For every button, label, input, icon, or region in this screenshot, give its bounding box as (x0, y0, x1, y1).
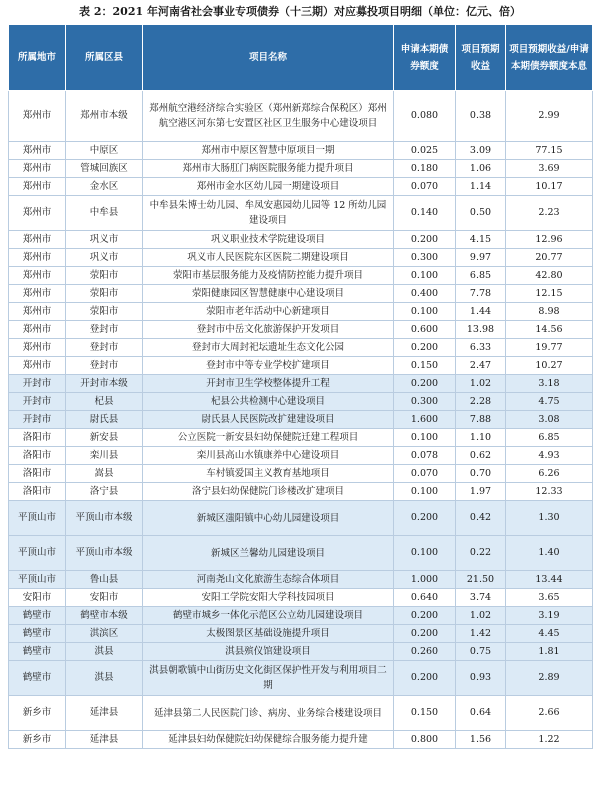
cell-city: 平顶山市 (9, 571, 66, 589)
cell-ratio: 20.77 (506, 249, 593, 267)
cell-revenue: 3.09 (456, 142, 506, 160)
cell-project: 新城区滍阳镇中心幼儿园建设项目 (143, 501, 394, 536)
cell-project: 延津县第二人民医院门诊、病房、业务综合楼建设项目 (143, 696, 394, 731)
cell-revenue: 1.42 (456, 625, 506, 643)
header-revenue: 项目预期收益 (456, 25, 506, 91)
table-row (9, 731, 593, 749)
cell-district: 尉氏县 (66, 411, 143, 429)
cell-district: 登封市 (66, 339, 143, 357)
cell-district: 栾川县 (66, 447, 143, 465)
cell-project: 巩义市人民医院东区医院二期建设项目 (143, 249, 394, 267)
cell-revenue: 1.02 (456, 607, 506, 625)
cell-city: 郑州市 (9, 142, 66, 160)
cell-amount: 0.100 (394, 429, 456, 447)
table-row (9, 91, 593, 142)
cell-district: 新安县 (66, 429, 143, 447)
cell-amount: 0.600 (394, 321, 456, 339)
cell-project: 洛宁县妇幼保健院门诊楼改扩建项目 (143, 483, 394, 501)
cell-ratio: 2.66 (506, 696, 593, 731)
cell-district: 荥阳市 (66, 285, 143, 303)
cell-amount: 0.070 (394, 178, 456, 196)
cell-amount: 1.600 (394, 411, 456, 429)
cell-amount: 0.180 (394, 160, 456, 178)
table-row (9, 249, 593, 267)
table-row (9, 231, 593, 249)
table-row (9, 429, 593, 447)
cell-amount: 0.300 (394, 393, 456, 411)
cell-ratio: 4.75 (506, 393, 593, 411)
cell-amount: 1.000 (394, 571, 456, 589)
cell-revenue: 21.50 (456, 571, 506, 589)
cell-ratio: 77.15 (506, 142, 593, 160)
table-row (9, 357, 593, 375)
cell-district: 杞县 (66, 393, 143, 411)
cell-city: 新乡市 (9, 731, 66, 749)
cell-ratio: 12.96 (506, 231, 593, 249)
table-row (9, 571, 593, 589)
cell-project: 登封市大周封祀坛遗址生态文化公园 (143, 339, 394, 357)
cell-city: 郑州市 (9, 231, 66, 249)
cell-ratio: 3.18 (506, 375, 593, 393)
table-row (9, 196, 593, 231)
table-row (9, 303, 593, 321)
table-body (9, 91, 593, 749)
cell-project: 登封市中岳文化旅游保护开发项目 (143, 321, 394, 339)
cell-district: 鲁山县 (66, 571, 143, 589)
cell-city: 郑州市 (9, 285, 66, 303)
cell-ratio: 12.15 (506, 285, 593, 303)
cell-revenue: 1.44 (456, 303, 506, 321)
header-district: 所属区县 (66, 25, 143, 91)
cell-city: 开封市 (9, 393, 66, 411)
cell-city: 开封市 (9, 375, 66, 393)
cell-district: 巩义市 (66, 231, 143, 249)
cell-amount: 0.200 (394, 375, 456, 393)
cell-district: 安阳市 (66, 589, 143, 607)
cell-ratio: 14.56 (506, 321, 593, 339)
cell-project: 鹤壁市城乡一体化示范区公立幼儿园建设项目 (143, 607, 394, 625)
table-row (9, 607, 593, 625)
cell-district: 洛宁县 (66, 483, 143, 501)
cell-ratio: 19.77 (506, 339, 593, 357)
cell-project: 河南尧山文化旅游生态综合体项目 (143, 571, 394, 589)
cell-city: 洛阳市 (9, 429, 66, 447)
cell-project: 荥阳健康园区智慧健康中心建设项目 (143, 285, 394, 303)
cell-revenue: 1.10 (456, 429, 506, 447)
cell-ratio: 2.99 (506, 91, 593, 142)
cell-city: 郑州市 (9, 321, 66, 339)
table-row (9, 536, 593, 571)
cell-amount: 0.640 (394, 589, 456, 607)
cell-ratio: 42.80 (506, 267, 593, 285)
cell-amount: 0.400 (394, 285, 456, 303)
cell-amount: 0.150 (394, 357, 456, 375)
cell-revenue: 1.02 (456, 375, 506, 393)
cell-district: 嵩县 (66, 465, 143, 483)
cell-ratio: 3.08 (506, 411, 593, 429)
cell-revenue: 1.14 (456, 178, 506, 196)
cell-city: 鹤壁市 (9, 607, 66, 625)
cell-revenue: 0.75 (456, 643, 506, 661)
cell-district: 淇县 (66, 643, 143, 661)
cell-ratio: 4.45 (506, 625, 593, 643)
cell-district: 延津县 (66, 731, 143, 749)
cell-revenue: 1.56 (456, 731, 506, 749)
cell-city: 郑州市 (9, 160, 66, 178)
cell-district: 巩义市 (66, 249, 143, 267)
cell-city: 平顶山市 (9, 501, 66, 536)
cell-ratio: 1.81 (506, 643, 593, 661)
cell-district: 平顶山市本级 (66, 501, 143, 536)
cell-city: 郑州市 (9, 91, 66, 142)
cell-ratio: 3.69 (506, 160, 593, 178)
cell-revenue: 7.88 (456, 411, 506, 429)
table-caption: 表 2：2021 年河南省社会事业专项债券（十三期）对应募投项目明细（单位：亿元、倍） (79, 5, 521, 18)
cell-project: 淇县殡仪馆建设项目 (143, 643, 394, 661)
cell-revenue: 0.38 (456, 91, 506, 142)
cell-district: 淇滨区 (66, 625, 143, 643)
table-row (9, 321, 593, 339)
cell-revenue: 0.42 (456, 501, 506, 536)
table-row (9, 267, 593, 285)
cell-revenue: 2.28 (456, 393, 506, 411)
cell-district: 平顶山市本级 (66, 536, 143, 571)
cell-amount: 0.078 (394, 447, 456, 465)
cell-ratio: 3.65 (506, 589, 593, 607)
cell-revenue: 0.70 (456, 465, 506, 483)
table-row (9, 465, 593, 483)
cell-revenue: 2.47 (456, 357, 506, 375)
cell-project: 荥阳市基层服务能力及疫情防控能力提升项目 (143, 267, 394, 285)
table-row (9, 142, 593, 160)
cell-district: 鹤壁市本级 (66, 607, 143, 625)
cell-amount: 0.025 (394, 142, 456, 160)
cell-project: 郑州市中原区智慧中原项目一期 (143, 142, 394, 160)
cell-district: 登封市 (66, 321, 143, 339)
cell-revenue: 6.85 (456, 267, 506, 285)
table-row (9, 447, 593, 465)
cell-amount: 0.070 (394, 465, 456, 483)
cell-city: 平顶山市 (9, 536, 66, 571)
cell-revenue: 4.15 (456, 231, 506, 249)
header-amount: 申请本期债券额度 (394, 25, 456, 91)
cell-city: 新乡市 (9, 696, 66, 731)
table-row (9, 696, 593, 731)
table-row (9, 501, 593, 536)
table-row (9, 178, 593, 196)
table-header-row (9, 25, 593, 91)
cell-ratio: 6.85 (506, 429, 593, 447)
cell-ratio: 8.98 (506, 303, 593, 321)
cell-revenue: 13.98 (456, 321, 506, 339)
cell-project: 郑州市大肠肛门病医院服务能力提升项目 (143, 160, 394, 178)
cell-revenue: 0.64 (456, 696, 506, 731)
cell-amount: 0.200 (394, 339, 456, 357)
cell-amount: 0.150 (394, 696, 456, 731)
cell-ratio: 13.44 (506, 571, 593, 589)
table-row (9, 589, 593, 607)
cell-revenue: 0.93 (456, 661, 506, 696)
cell-ratio: 1.30 (506, 501, 593, 536)
cell-district: 荥阳市 (66, 303, 143, 321)
cell-project: 公立医院一新安县妇幼保健院迁建工程项目 (143, 429, 394, 447)
table-row (9, 625, 593, 643)
table-row (9, 661, 593, 696)
cell-project: 杞县公共检测中心建设项目 (143, 393, 394, 411)
cell-district: 管城回族区 (66, 160, 143, 178)
cell-amount: 0.200 (394, 625, 456, 643)
cell-ratio: 1.40 (506, 536, 593, 571)
cell-city: 郑州市 (9, 267, 66, 285)
cell-ratio: 2.89 (506, 661, 593, 696)
cell-amount: 0.100 (394, 303, 456, 321)
header-project: 项目名称 (143, 25, 394, 91)
cell-project: 郑州市金水区幼儿园一期建设项目 (143, 178, 394, 196)
cell-district: 金水区 (66, 178, 143, 196)
cell-city: 郑州市 (9, 303, 66, 321)
table-row (9, 393, 593, 411)
cell-amount: 0.100 (394, 483, 456, 501)
cell-revenue: 1.06 (456, 160, 506, 178)
cell-city: 洛阳市 (9, 465, 66, 483)
cell-amount: 0.260 (394, 643, 456, 661)
cell-city: 郑州市 (9, 178, 66, 196)
cell-amount: 0.200 (394, 607, 456, 625)
cell-city: 开封市 (9, 411, 66, 429)
cell-revenue: 0.62 (456, 447, 506, 465)
cell-project: 尉氏县人民医院改扩建建设项目 (143, 411, 394, 429)
cell-city: 郑州市 (9, 339, 66, 357)
table-row (9, 375, 593, 393)
table-row (9, 339, 593, 357)
cell-city: 鹤壁市 (9, 625, 66, 643)
cell-project: 淇县朝歌镇中山街历史文化街区保护性开发与利用项目二期 (143, 661, 394, 696)
cell-ratio: 1.22 (506, 731, 593, 749)
cell-project: 巩义职业技术学院建设项目 (143, 231, 394, 249)
cell-project: 太极图景区基础设施提升项目 (143, 625, 394, 643)
table-row (9, 411, 593, 429)
cell-amount: 0.100 (394, 267, 456, 285)
cell-project: 郑州航空港经济综合实验区（郑州新郑综合保税区）郑州航空港区河东第七安置区社区卫生服务中心建设项目 (143, 91, 394, 142)
cell-amount: 0.080 (394, 91, 456, 142)
cell-city: 洛阳市 (9, 447, 66, 465)
header-ratio: 项目预期收益/申请本期债券额度本息 (506, 25, 593, 91)
cell-amount: 0.800 (394, 731, 456, 749)
cell-city: 郑州市 (9, 357, 66, 375)
cell-district: 中牟县 (66, 196, 143, 231)
cell-ratio: 6.26 (506, 465, 593, 483)
table-row (9, 483, 593, 501)
cell-revenue: 0.22 (456, 536, 506, 571)
table-row (9, 160, 593, 178)
table-row (9, 285, 593, 303)
cell-project: 中牟县朱博士幼儿园、牟凤安惠园幼儿园等 12 所幼儿园建设项目 (143, 196, 394, 231)
cell-amount: 0.300 (394, 249, 456, 267)
cell-amount: 0.100 (394, 536, 456, 571)
cell-project: 新城区兰馨幼儿园建设项目 (143, 536, 394, 571)
cell-project: 延津县妇幼保健院妇幼保健综合服务能力提升建 (143, 731, 394, 749)
cell-revenue: 3.74 (456, 589, 506, 607)
cell-ratio: 2.23 (506, 196, 593, 231)
cell-ratio: 10.27 (506, 357, 593, 375)
cell-ratio: 3.19 (506, 607, 593, 625)
table-row (9, 643, 593, 661)
cell-project: 开封市卫生学校整体提升工程 (143, 375, 394, 393)
cell-project: 安阳工学院安阳大学科技园项目 (143, 589, 394, 607)
cell-project: 荥阳市老年活动中心新建项目 (143, 303, 394, 321)
cell-city: 鹤壁市 (9, 643, 66, 661)
cell-amount: 0.140 (394, 196, 456, 231)
cell-city: 鹤壁市 (9, 661, 66, 696)
cell-city: 郑州市 (9, 249, 66, 267)
cell-ratio: 12.33 (506, 483, 593, 501)
cell-district: 荥阳市 (66, 267, 143, 285)
cell-project: 栾川县高山水镇康养中心建设项目 (143, 447, 394, 465)
cell-amount: 0.200 (394, 661, 456, 696)
bond-projects-table (8, 24, 593, 749)
cell-amount: 0.200 (394, 231, 456, 249)
cell-revenue: 7.78 (456, 285, 506, 303)
cell-city: 郑州市 (9, 196, 66, 231)
cell-revenue: 0.50 (456, 196, 506, 231)
header-city: 所属地市 (9, 25, 66, 91)
cell-project: 车村镇爱国主义教育基地项目 (143, 465, 394, 483)
cell-district: 延津县 (66, 696, 143, 731)
cell-district: 中原区 (66, 142, 143, 160)
cell-city: 洛阳市 (9, 483, 66, 501)
cell-district: 郑州市本级 (66, 91, 143, 142)
cell-ratio: 10.17 (506, 178, 593, 196)
cell-amount: 0.200 (394, 501, 456, 536)
cell-revenue: 9.97 (456, 249, 506, 267)
cell-revenue: 6.33 (456, 339, 506, 357)
cell-district: 淇县 (66, 661, 143, 696)
cell-district: 登封市 (66, 357, 143, 375)
cell-revenue: 1.97 (456, 483, 506, 501)
cell-project: 登封市中等专业学校扩建项目 (143, 357, 394, 375)
cell-ratio: 4.93 (506, 447, 593, 465)
cell-district: 开封市本级 (66, 375, 143, 393)
cell-city: 安阳市 (9, 589, 66, 607)
